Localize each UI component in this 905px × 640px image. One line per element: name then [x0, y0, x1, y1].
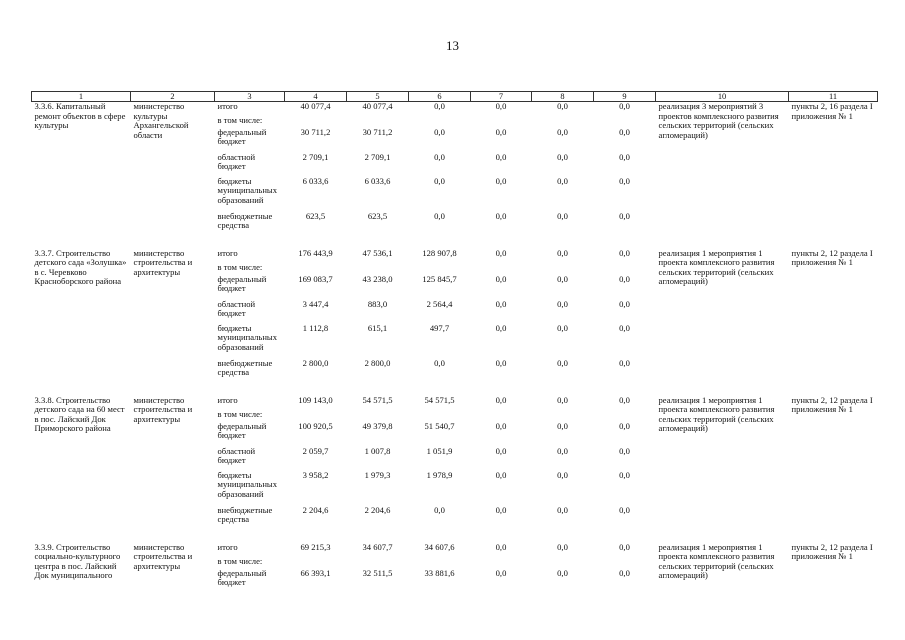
amount-cell: 0,0 [495, 445, 507, 456]
amount-cell: 54 571,5 [424, 394, 455, 405]
measure-title: 3.3.9. Строительство социально-культурного центра в пос. Лайский Док муниципального [34, 541, 121, 581]
table-body [32, 102, 878, 594]
amount-cell [532, 116, 594, 128]
amount-cell [347, 263, 409, 275]
amount-cell [347, 557, 409, 569]
amount-cell: 0,0 [557, 101, 568, 111]
amount-cell: 0,0 [557, 298, 568, 309]
amount-cell: 883,0 [367, 298, 388, 309]
funding-source-label: внебюджетные средства [217, 357, 273, 378]
amount-cell: 40 077,4 [300, 101, 331, 111]
funding-source-label: в том числе: [217, 114, 263, 125]
amount-cell: 66 393,1 [300, 567, 331, 578]
amount-cell: 6 033,6 [364, 175, 391, 186]
amount-cell: 623,5 [305, 210, 326, 221]
amount-cell: 0,0 [557, 247, 568, 258]
reference: пункты 2, 12 раздела I приложения № 1 [791, 247, 873, 268]
amount-cell: 2 204,6 [302, 504, 329, 515]
amount-cell [594, 263, 656, 275]
amount-cell: 0,0 [495, 469, 507, 480]
amount-cell: 0,0 [495, 504, 507, 515]
amount-cell: 0,0 [619, 126, 630, 137]
executor: министерство строительства и архитектуры [133, 247, 193, 277]
amount-cell: 0,0 [495, 394, 507, 405]
column-number: 3 [215, 92, 285, 102]
amount-cell: 51 540,7 [424, 420, 455, 431]
amount-cell: 0,0 [434, 151, 445, 162]
table-row [32, 102, 878, 116]
column-number: 7 [471, 92, 532, 102]
amount-cell: 54 571,5 [362, 394, 393, 405]
table-row [32, 249, 878, 263]
funding-source-label: федеральный бюджет [217, 126, 267, 147]
amount-cell: 2 709,1 [364, 151, 391, 162]
amount-cell: 497,7 [429, 322, 450, 333]
amount-cell: 0,0 [495, 420, 507, 431]
amount-cell: 30 711,2 [300, 126, 331, 137]
amount-cell: 615,1 [367, 322, 388, 333]
amount-cell: 0,0 [619, 469, 630, 480]
column-number: 2 [131, 92, 215, 102]
amount-cell [285, 116, 347, 128]
amount-cell: 169 083,7 [298, 273, 333, 284]
expected-result: реализация 1 мероприятия 1 проекта комплексного развития сельских территорий (сельских агломераций) [658, 247, 775, 287]
amount-cell: 0,0 [495, 247, 507, 258]
amount-cell: 0,0 [495, 210, 507, 221]
funding-source-label: областной бюджет [217, 151, 256, 172]
amount-cell: 0,0 [495, 567, 507, 578]
reference: пункты 2, 12 раздела I приложения № 1 [791, 394, 873, 415]
amount-cell: 34 607,6 [424, 541, 455, 552]
table-row [32, 396, 878, 410]
amount-cell: 30 711,2 [362, 126, 393, 137]
amount-cell [409, 557, 471, 569]
amount-cell: 0,0 [495, 541, 507, 552]
amount-cell: 0,0 [557, 273, 568, 284]
amount-cell: 0,0 [434, 504, 445, 515]
measure-title: 3.3.8. Строительство детского сада на 60 мест в пос. Лайский Док Приморского района [34, 394, 125, 434]
funding-source-label: внебюджетные средства [217, 504, 273, 525]
funding-source-label: итого [217, 394, 238, 405]
amount-cell: 0,0 [557, 210, 568, 221]
funding-source-label: бюджеты муниципальных образований [217, 469, 277, 499]
funding-source-label: внебюджетные средства [217, 210, 273, 231]
funding-source-label: бюджеты муниципальных образований [217, 322, 277, 352]
amount-cell [532, 263, 594, 275]
amount-cell: 69 215,3 [300, 541, 331, 552]
executor: министерство строительства и архитектуры [133, 394, 193, 424]
amount-cell: 0,0 [557, 504, 568, 515]
column-number: 5 [347, 92, 409, 102]
amount-cell [532, 410, 594, 422]
amount-cell [285, 557, 347, 569]
expected-result: реализация 1 мероприятия 1 проекта комплексного развития сельских территорий (сельских агломераций) [658, 394, 775, 434]
amount-cell [471, 410, 532, 422]
amount-cell [532, 557, 594, 569]
amount-cell: 0,0 [557, 469, 568, 480]
amount-cell [285, 410, 347, 422]
amount-cell: 0,0 [619, 298, 630, 309]
funding-source-label: бюджеты муниципальных образований [217, 175, 277, 205]
amount-cell: 2 564,4 [426, 298, 453, 309]
funding-source-label: областной бюджет [217, 445, 256, 466]
amount-cell: 0,0 [619, 322, 630, 333]
funding-source-label: областной бюджет [217, 298, 256, 319]
amount-cell: 0,0 [619, 247, 630, 258]
column-number: 8 [532, 92, 594, 102]
amount-cell: 34 607,7 [362, 541, 393, 552]
amount-cell [285, 263, 347, 275]
amount-cell: 100 920,5 [298, 420, 333, 431]
measure-title: 3.3.7. Строительство детского сада «Золушка» в с. Черевково Красноборского района [34, 247, 127, 287]
amount-cell [594, 557, 656, 569]
expected-result: реализация 1 мероприятия 1 проекта комплексного развития сельских территорий (сельских агломераций) [658, 541, 775, 581]
amount-cell: 0,0 [557, 357, 568, 368]
amount-cell: 1 978,9 [426, 469, 453, 480]
amount-cell: 0,0 [434, 101, 445, 111]
amount-cell: 0,0 [495, 151, 507, 162]
amount-cell: 0,0 [557, 394, 568, 405]
amount-cell: 43 238,0 [362, 273, 393, 284]
funding-source-label: в том числе: [217, 555, 263, 566]
amount-cell: 0,0 [557, 151, 568, 162]
funding-source-label: в том числе: [217, 408, 263, 419]
amount-cell: 0,0 [619, 567, 630, 578]
funding-source-label: в том числе: [217, 261, 263, 272]
amount-cell: 3 958,2 [302, 469, 329, 480]
amount-cell: 623,5 [367, 210, 388, 221]
amount-cell: 32 511,5 [362, 567, 393, 578]
amount-cell: 2 800,0 [364, 357, 391, 368]
reference: пункты 2, 16 раздела I приложения № 1 [791, 101, 873, 121]
amount-cell: 0,0 [557, 567, 568, 578]
funding-source-label: итого [217, 541, 238, 552]
amount-cell: 1 007,8 [364, 445, 391, 456]
amount-cell: 0,0 [557, 126, 568, 137]
amount-cell: 0,0 [619, 151, 630, 162]
amount-cell: 0,0 [434, 210, 445, 221]
amount-cell: 0,0 [619, 210, 630, 221]
amount-cell: 0,0 [557, 175, 568, 186]
amount-cell: 1 112,8 [302, 322, 329, 333]
section-spacer [32, 531, 878, 543]
amount-cell [594, 410, 656, 422]
amount-cell: 0,0 [495, 273, 507, 284]
reference: пункты 2, 12 раздела I приложения № 1 [791, 541, 873, 562]
amount-cell: 0,0 [495, 322, 507, 333]
amount-cell: 0,0 [619, 445, 630, 456]
amount-cell: 0,0 [557, 420, 568, 431]
amount-cell [594, 116, 656, 128]
amount-cell: 0,0 [495, 101, 507, 111]
amount-cell: 2 800,0 [302, 357, 329, 368]
expected-result: реализация 3 мероприятий 3 проектов комплексного развития сельских территорий (сельских агломераций) [658, 101, 779, 140]
amount-cell: 0,0 [557, 322, 568, 333]
column-number: 11 [789, 92, 878, 102]
page-number: 13 [446, 38, 459, 53]
amount-cell: 176 443,9 [298, 247, 333, 258]
section-spacer [32, 237, 878, 249]
amount-cell: 1 051,9 [426, 445, 453, 456]
amount-cell: 0,0 [619, 541, 630, 552]
amount-cell: 40 077,4 [362, 101, 393, 111]
amount-cell: 0,0 [619, 504, 630, 515]
amount-cell: 0,0 [619, 420, 630, 431]
amount-cell: 0,0 [495, 357, 507, 368]
column-number: 10 [656, 92, 789, 102]
funding-source-label: федеральный бюджет [217, 273, 267, 294]
amount-cell: 2 059,7 [302, 445, 329, 456]
amount-cell [409, 116, 471, 128]
executor: министерство культуры Архангельской области [133, 101, 189, 140]
amount-cell [471, 263, 532, 275]
column-number: 1 [32, 92, 131, 102]
amount-cell [347, 410, 409, 422]
amount-cell: 0,0 [434, 357, 445, 368]
amount-cell: 2 204,6 [364, 504, 391, 515]
amount-cell: 0,0 [434, 175, 445, 186]
funding-source-label: итого [217, 247, 238, 258]
executor: министерство строительства и архитектуры [133, 541, 193, 571]
amount-cell: 125 845,7 [422, 273, 457, 284]
amount-cell: 128 907,8 [422, 247, 457, 258]
section-spacer [32, 384, 878, 396]
amount-cell: 0,0 [495, 126, 507, 137]
amount-cell [409, 410, 471, 422]
amount-cell [471, 557, 532, 569]
amount-cell: 0,0 [557, 541, 568, 552]
funding-source-label: итого [217, 101, 238, 111]
amount-cell [471, 116, 532, 128]
column-number: 6 [409, 92, 471, 102]
amount-cell [409, 263, 471, 275]
amount-cell: 0,0 [619, 175, 630, 186]
amount-cell: 0,0 [619, 273, 630, 284]
amount-cell: 33 881,6 [424, 567, 455, 578]
measure-title: 3.3.6. Капитальный ремонт объектов в сфере культуры [34, 101, 126, 131]
amount-cell [347, 116, 409, 128]
amount-cell: 2 709,1 [302, 151, 329, 162]
column-number: 9 [594, 92, 656, 102]
table-row [32, 543, 878, 557]
funding-source-label: федеральный бюджет [217, 567, 267, 588]
amount-cell: 47 536,1 [362, 247, 393, 258]
amount-cell: 109 143,0 [298, 394, 333, 405]
amount-cell: 1 979,3 [364, 469, 391, 480]
amount-cell: 49 379,8 [362, 420, 393, 431]
column-number: 4 [285, 92, 347, 102]
funding-source-label: федеральный бюджет [217, 420, 267, 441]
funding-table [31, 91, 878, 594]
amount-cell: 0,0 [495, 175, 507, 186]
amount-cell: 0,0 [619, 101, 630, 111]
amount-cell: 0,0 [619, 394, 630, 405]
amount-cell: 0,0 [619, 357, 630, 368]
amount-cell: 3 447,4 [302, 298, 329, 309]
amount-cell: 0,0 [434, 126, 445, 137]
column-number-header [32, 92, 878, 102]
amount-cell: 6 033,6 [302, 175, 329, 186]
amount-cell: 0,0 [557, 445, 568, 456]
amount-cell: 0,0 [495, 298, 507, 309]
